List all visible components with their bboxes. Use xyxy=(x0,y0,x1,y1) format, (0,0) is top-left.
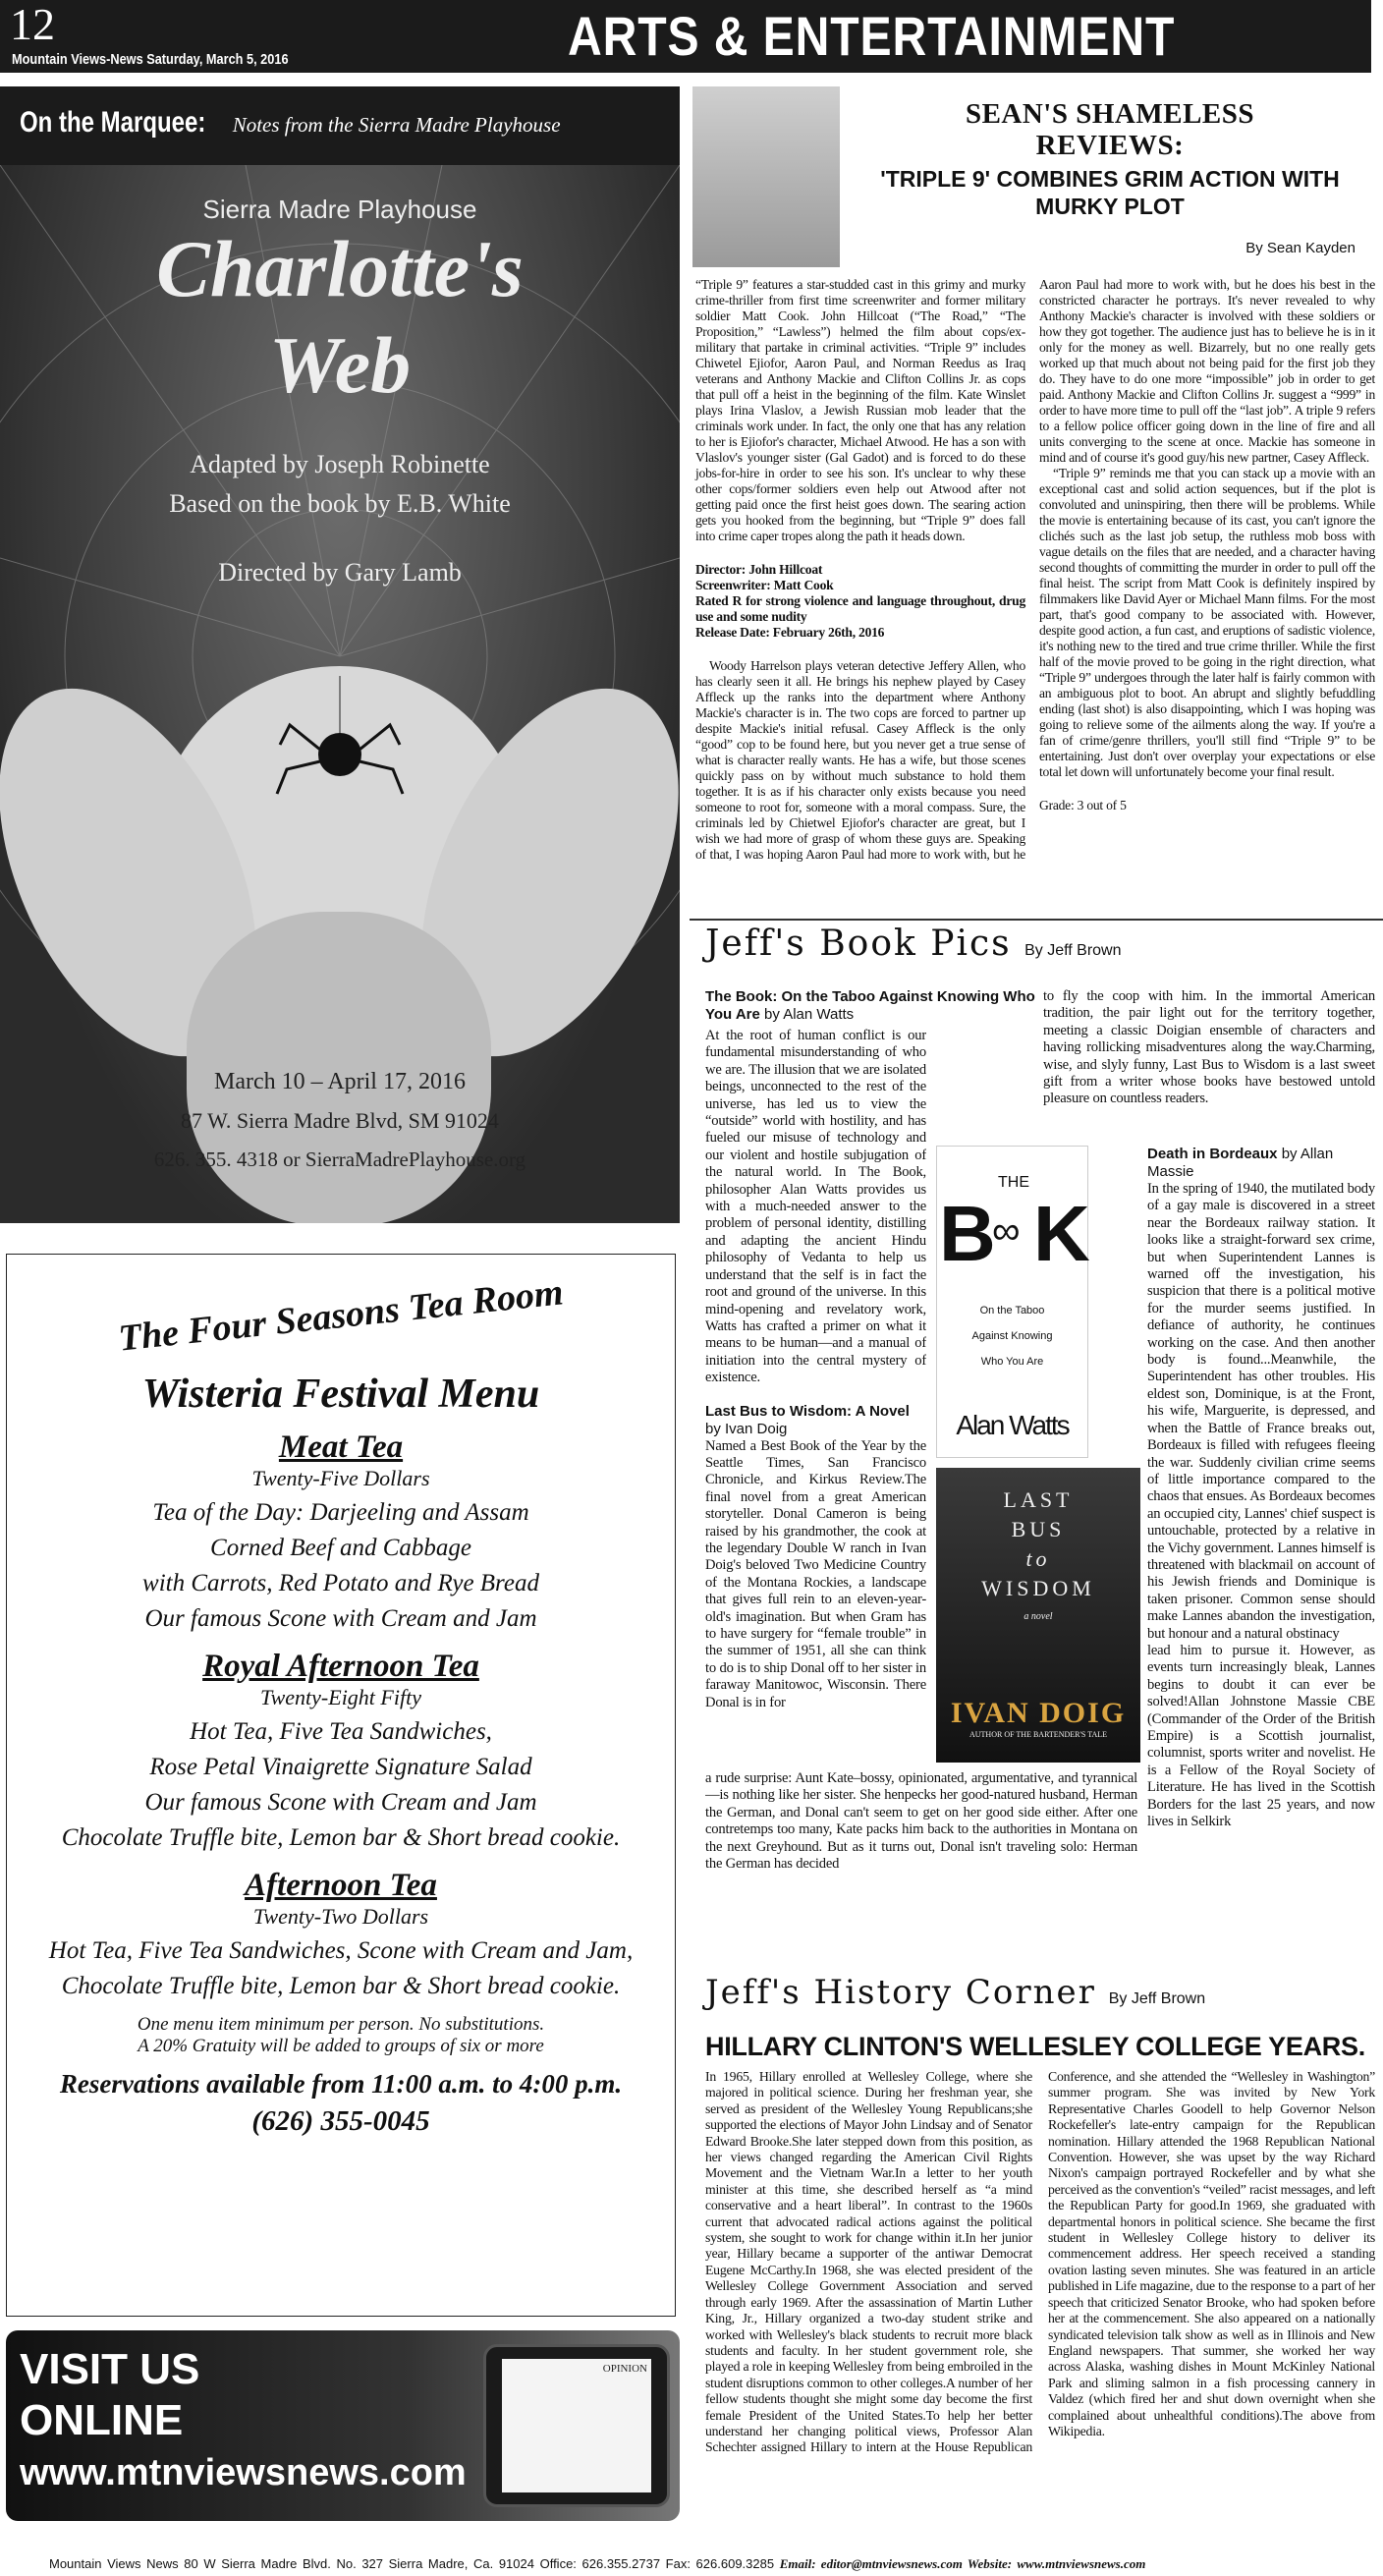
menu-item: Chocolate Truffle bite, Lemon bar & Short bread cookie. xyxy=(61,1824,621,1851)
menu-section-price: Twenty-Two Dollars xyxy=(252,1904,429,1929)
tea-room-name: The Four Seasons Tea Room xyxy=(116,1271,566,1360)
menu-section-name: Meat Tea xyxy=(278,1429,404,1465)
poster-venue: Sierra Madre Playhouse xyxy=(202,195,477,224)
visit-line-2: ONLINE xyxy=(20,2396,184,2444)
menu-section-price: Twenty-Eight Fifty xyxy=(260,1685,421,1709)
review-byline: By Sean Kayden xyxy=(1245,240,1355,256)
menu-section xyxy=(7,1649,675,1856)
marquee-subtitle: Notes from the Sierra Madre Playhouse xyxy=(232,113,561,137)
menu-item: Our famous Scone with Cream and Jam xyxy=(144,1789,537,1816)
poster-directed: Directed by Gary Lamb xyxy=(218,558,462,587)
phone-screen: OPINION xyxy=(502,2359,651,2492)
poster-show-line2: Web xyxy=(268,320,412,410)
menu-section xyxy=(7,1429,675,1637)
marquee-header xyxy=(0,86,680,165)
author-photo xyxy=(692,86,840,267)
book-2-text-1: Named a Best Book of the Year by the Seattle Times, San Francisco Chronicle, and Kirkus Review.The final novel from a great American storyteller. Donal Cameron is being raised by his grandmother, the cook at the legendary Double W ranch in Ivan Doig's beloved Two Medicine Country of the Montana Rockies, a landscape that gives full rein to an eleven-year-old's imagination. But when Gram has to have surgery for “female trouble” in the summer of 1951, all she can think to do is to ship Donal off to her sister in faraway Manitowoc, Wisconsin. There Donal is in for xyxy=(705,1437,926,1710)
menu-item: Chocolate Truffle bite, Lemon bar & Short bread cookie. xyxy=(61,1973,621,1999)
tea-phone: (626) 355-0045 xyxy=(251,2105,430,2137)
menu-note-1: One menu item minimum per person. No substitutions. xyxy=(137,2014,545,2035)
menu-item: Rose Petal Vinaigrette Signature Salad xyxy=(149,1754,532,1780)
books-left-column xyxy=(705,1028,926,1763)
history-text: In 1965, Hillary enrolled at Wellesley College, where she majored in political science. During her freshman year, she served as president of the Wellesley Young Republicans;she supported the elections of Mayor John Lindsay and of Senator Edward Brooke.She later stepped down from this position, as her views changed regarding the American Civil Rights Movement and the Vietnam War.In a letter to her youth minister at this time, she described herself as “a mind conservative and a heart liberal”. In contrast to the 1960s current that advocated radical actions against the political system, she sought to work for change within it.In her junior year, Hillary became a supporter of the antiwar Democrat Eugene McCarthy.In 1968, she was elected president of the Wellesley College Government Association and served through early 1969. After the assassination of Martin Luther King, Jr., Hillary organized a two-day student strike and worked with Wellesley's black students to recruit more black students and faculty. In her student government role, she played a role in keeping Wellesley from being embroiled in the student disruptions common to other colleges.A number of her fellow students thought she might some day become the first female President of the United States.To help her better understand her changing political views, Professor Alan Schechter assigned Hillary to intern at the House Republican Conference, and she attended the “Wellesley in Washington” summer program. She was invited by New York Representative Charles Goodell to help Governor Nelson Rockefeller's late-entry campaign for the Republican nomination. Hillary attended the 1968 Republican National Convention. However, she was upset by the way Richard Nixon's campaign portrayed Rockefeller and by what she perceived as the convention's “veiled” racist messages, and left the Republican Party for good.In 1969, she graduated with departmental honors in political science. She became the first student in Wellesley College history to deliver its commencement address. Her speech received a standing ovation lasting seven minutes. She was featured in an article published in Life magazine, due to the response to a part of her speech that criticized Senator Brooke, who had spoken before her at the commencement. She also appeared on a nationally syndicated television talk show as well as in Illinois and New England newspapers. That summer, she worked her way across Alaska, washing dishes in Mount McKinley National Park and sliming salmon in a fish processing cannery in Valdez (which fired her and shut down overnight when she complained about unhealthful conditions).The above from Wikipedia. xyxy=(705,2069,1375,2455)
book-pics-byline: By Jeff Brown xyxy=(1024,942,1122,959)
poster-adapted: Adapted by Joseph Robinette xyxy=(190,450,490,478)
menu-section xyxy=(7,1868,675,2004)
poster-address: 87 W. Sierra Madre Blvd, SM 91024 xyxy=(181,1108,499,1133)
website-url[interactable]: www.mtnviewsnews.com xyxy=(20,2452,467,2493)
history-headline: HILLARY CLINTON'S WELLESLEY COLLEGE YEARS. xyxy=(705,2032,1365,2061)
book-cover-the-book: B THE ∞ K On the Taboo Against Knowing Who You Are Alan Watts xyxy=(936,1146,1088,1458)
review-column-1: “Triple 9” features a star-studded cast in this grimy and murky crime-thriller from first time screenwriter and former military soldier Matt Cook. John Hillcoat (“The Road,” “The Proposition,” “Lawless”) helmed the film about cops/ex-military that partake in criminal activities. “Triple 9” includes Chiwetel Ejiofor, Aaron Paul, and Norman Reedus as Iraq veterans and Anthony Mackie and Clifton Collins Jr. as cops that pull off a heist in the beginning of the film. Kate Winslet plays Irina Vlaslov, a Jewish Russian mob leader that the criminals work under. In fact, the only one that has any relation to her is Ejiofor's character, Michael Atwood. He has a son with Vlaslov's younger sister (Gal Gadot) and is forced to do these jobs-for-hire in order to see his son. It's unclear to why these other cops/former soldiers even help out Atwood after not getting paid once the first heist goes down. The searing action gets you hooked from the beginning, but “Triple 9” does fall into crime caper tropes along the path it heads down. Director: John Hillcoat Screenwriter: Matt Cook Rated R for strong violence and language throughout, drug use and some nudity Release Date: February 26th, 2016 Woody Harrelson plays veteran detective Jeffery Allen, who has clearly seen it all. He brings his nephew played by Casey Affleck up the ranks into the department where Anthony Mackie's character is in. The two cops are forced to partner up despite Mackie's initial refusal. Casey Affleck is the only “good” cop to be found here, but you never get a true sense of what is character really wants. He has a wife, but those scenes quickly pass on by without much substance to hold them together. It is as if his character only exists because you need someone to root for, someone with a moral compass. Sure, the criminals led by Chietwel Ejiofor's character are great, but I wish we had more of grasp of whom these guys are. Speaking of that, I was hoping Aaron Paul had more to work with, but he xyxy=(695,277,1025,862)
book-3-text-1: In the spring of 1940, the mutilated body of a gay male is discovered in a street near the Bordeaux railway station. It looks like a straight-forward sex crime, but when Superintendent Lannes is warned off the investigation, his suspicion that there is a political motive for the murder seems justified. In defiance of authority, he continues working on the case. And then another body is found...Meanwhile, the Superintendent has other troubles. His eldest son, Dominique, is at the Front, his wife, Marguerite, is depressed, and when the Battle of France breaks out, Bordeaux is filled with refugees fleeing the war. Suddenly civilian crime seems of little importance compared to the chaos that ensues. As Bordeaux becomes an occupied city, Lannes' chief suspect is untouchable, protected by a relative in the Vichy government. Lannes himself is threatened with blackmail on account of his Jewish friends and Dominique is taken prisoner. Common sense should make Lannes abandon the investigation, but honour and a natural obstinacy xyxy=(1147,1181,1375,1642)
book-3-title: Death in Bordeaux by Allan Massie xyxy=(1147,1146,1334,1180)
charlottes-web-poster xyxy=(0,165,680,1223)
book-pics-title: Jeff's Book Pics By Jeff Brown xyxy=(705,924,1122,964)
history-corner-title: Jeff's History Corner By Jeff Brown xyxy=(705,1973,1206,2012)
books-right-column xyxy=(1147,1146,1375,1961)
menu-item: Hot Tea, Five Tea Sandwiches, Scone with Cream and Jam, xyxy=(48,1937,634,1964)
movie-credits: Director: John Hillcoat Screenwriter: Matt Cook Rated R for strong violence and language throughout, drug use and some nudity Release Date: February 26th, 2016 xyxy=(695,562,1025,640)
book-1-intro xyxy=(705,988,1035,1024)
poster-show-line1: Charlotte's xyxy=(156,224,524,313)
tea-room-ad xyxy=(6,1254,676,2317)
page-footer xyxy=(0,2556,1383,2576)
book-1-title: The Book: On the Taboo Against Knowing Who You Are by Alan Watts xyxy=(705,988,1035,1023)
book-2-text-3: to fly the coop with him. In the immortal American tradition, the pair light out for the territory together, meeting a classic Doigian ensemble of characters and having rollicking misadventures along the way.Charming, wise, and slyly funny, Last Bus to Wisdom is a last sweet gift from a writer whose books have bestowed untold pleasure on countless readers. xyxy=(1043,988,1375,1107)
book-cover-last-bus: LAST BUS to WISDOM a novel IVAN DOIG AUTHOR OF THE BARTENDER'S TALE xyxy=(936,1468,1140,1763)
divider xyxy=(690,919,1383,921)
history-byline: By Jeff Brown xyxy=(1108,1990,1206,2007)
menu-section-name: Royal Afternoon Tea xyxy=(202,1649,479,1684)
dateline: Mountain Views-News Saturday, March 5, 2016 xyxy=(12,51,289,68)
menu-section-price: Twenty-Five Dollars xyxy=(251,1466,430,1490)
reservations: Reservations available from 11:00 a.m. to 4:00 p.m. xyxy=(59,2069,623,2099)
footer-info: Mountain Views News 80 W Sierra Madre Blvd. No. 327 Sierra Madre, Ca. 91024 Office: 626.355.2737 Fax: 626.609.3285 xyxy=(49,2556,775,2571)
page-number: 12 xyxy=(10,0,55,49)
review-paragraph-2: Woody Harrelson plays veteran detective Jeffery Allen, who has clearly seen it all. He brings his nephew played by Casey Affleck up the ranks into the department where Anthony Mackie's character is in. The two cops are forced to partner up despite Mackie's initial refusal. Casey Affleck is the only “good” cop to be found here, but you never get a true sense of what is character really wants. He has a wife, but those scenes quickly pass on by without much substance to hold them together. It is as if his character only exists because you need someone to root for, someone with a moral compass. Sure, the criminals led by Chietwel Ejiofor's character are great, but I wish we had more of grasp of whom these guys are. Speaking of that, I was hoping Aaron Paul had more to work with, but he xyxy=(695,658,1025,862)
review-column-title: SEAN'S SHAMELESS REVIEWS: xyxy=(965,98,1255,161)
book-1-text: At the root of human conflict is our fundamental misunderstanding of who we are. The illusion that we are isolated beings, unconnected to the rest of the universe, has led us to view the “outside” world with hostility, and has fueled our misuse of technology and our violent and hostile subjugation of the natural world. In The Book, philosopher Alan Watts provides us with a much-needed answer to the problem of personal identity, distilling and adapting the ancient Hindu philosophy of Vedanta to help us understand that the self is in fact the root and ground of the universe. In this mind-opening and revelatory work, Watts has crafted a primer on what it means to be human—and a manual of initiation into the central mystery of existence. xyxy=(705,1028,926,1386)
poster-contact: 626. 355. 4318 or SierraMadrePlayhouse.org xyxy=(153,1148,526,1171)
review-grade: Grade: 3 out of 5 xyxy=(1039,798,1127,812)
menu-section-name: Afternoon Tea xyxy=(245,1868,437,1903)
menu-sections xyxy=(7,1429,675,2004)
poster-dates: March 10 – April 17, 2016 xyxy=(214,1069,466,1094)
book-2-text-2: a rude surprise: Aunt Kate–bossy, opinionated, argumentative, and tyrannical—is nothing like her sister. She henpecks her good-natured husband, Herman the German, and Donal can't seem to get on her good side either. After one contretemps too many, Kate packs him back to the authorities in Montana on the next Greyhound. But as it turns out, Donal isn't traveling solo: Herman the German has decided xyxy=(705,1770,1137,1963)
menu-note-2: A 20% Gratuity will be added to groups of six or more xyxy=(138,2036,544,2056)
visit-line-1: VISIT US xyxy=(20,2345,200,2393)
marquee-title: On the Marquee: xyxy=(20,106,206,139)
footer-contact: Email: editor@mtnviewsnews.com Website: www.mtnviewsnews.com xyxy=(779,2556,1146,2571)
review-paragraph-2-cont: Aaron Paul had more to work with, but he does his best in the constricted character he portrays. It's never revealed to why Anthony Mackie's character is involved with these soldiers or how they got together. The audience just has to believe he is in it only for the money as well. Bizarrely, but no one really gets worked up that much about not being paid for the first job they do. They have to do one more “impossible” job in order to get paid. Anthony Mackie and Clifton Collins Jr. suggest a “999” in order to have more time to pull off the “last job”. A triple 9 refers to a fellow police officer going down in the line of fire and all units converging to the scene at once. Mackie has someone in mind and of course it's good guy/his new partner, Casey Affleck. xyxy=(1039,277,1375,465)
book-2-title: Last Bus to Wisdom: A Novel by Ivan Doig xyxy=(705,1402,910,1437)
menu-title: Wisteria Festival Menu xyxy=(141,1372,540,1417)
phone-image xyxy=(483,2344,670,2507)
page-header xyxy=(0,0,1371,73)
section-title: ARTS & ENTERTAINMENT xyxy=(568,5,1176,67)
menu-item: Corned Beef and Cabbage xyxy=(210,1535,471,1561)
review-paragraph-3: “Triple 9” reminds me that you can stack up a movie with an exceptional cast and solid action sequences, but if the plot is convoluted and uninspiring, then there will be problems. While the movie is entertaining because of its cast, you can't ignore the clichés such as the last job setup, the ruthless mob boss with vague details on the files that are needed, and a character having second thoughts of committing the murder in order to pull off the final heist. The script from Matt Cook is definitely inspired by filmmakers like David Ayer or Michael Mann films. For the most part, that's good company to be associated with. However, despite good action, a fun cast, and eruptions of sadistic violence, it's nothing new to the tired and true crime thriller. While the first half of the movie proved to be going in the right direction, what “Triple 9” undergoes through the later half is fairly common with an ambiguous plot to boot. An abrupt and slightly befuddling ending (last shot) is also disappointing, which I was hoping was going to relieve some of the ailments along the way. If you're a fan of crime/genre thrillers, you'll still find “Triple 9” to be entertaining. Just don't over overplay your expectations or else total let down will unfortunately become your final result. xyxy=(1039,466,1375,779)
menu-item: Tea of the Day: Darjeeling and Assam xyxy=(152,1499,529,1526)
menu-item: Our famous Scone with Cream and Jam xyxy=(144,1605,537,1632)
poster-based: Based on the book by E.B. White xyxy=(169,489,511,518)
menu-item: with Carrots, Red Potato and Rye Bread xyxy=(142,1570,539,1596)
review-column-2 xyxy=(1039,277,1375,813)
book-3-text-2: lead him to pursue it. However, as events turn increasingly bleak, Lannes begins to doubt it can ever be solved!Allan Johnstone Massie CBE (Commander of the Order of the British Empire) is a Scottish journalist, columnist, sports writer and novelist. He is a Fellow of the Royal Society of Literature. He has lived in the Scottish Borders for the last 25 years, and now lives in Selkirk xyxy=(1147,1642,1375,1830)
visit-online-banner[interactable] xyxy=(6,2330,680,2521)
menu-item: Hot Tea, Five Tea Sandwiches, xyxy=(190,1718,492,1745)
review-headline: 'TRIPLE 9' COMBINES GRIM ACTION WITH MURKY PLOT xyxy=(880,166,1340,219)
spider xyxy=(318,733,361,776)
